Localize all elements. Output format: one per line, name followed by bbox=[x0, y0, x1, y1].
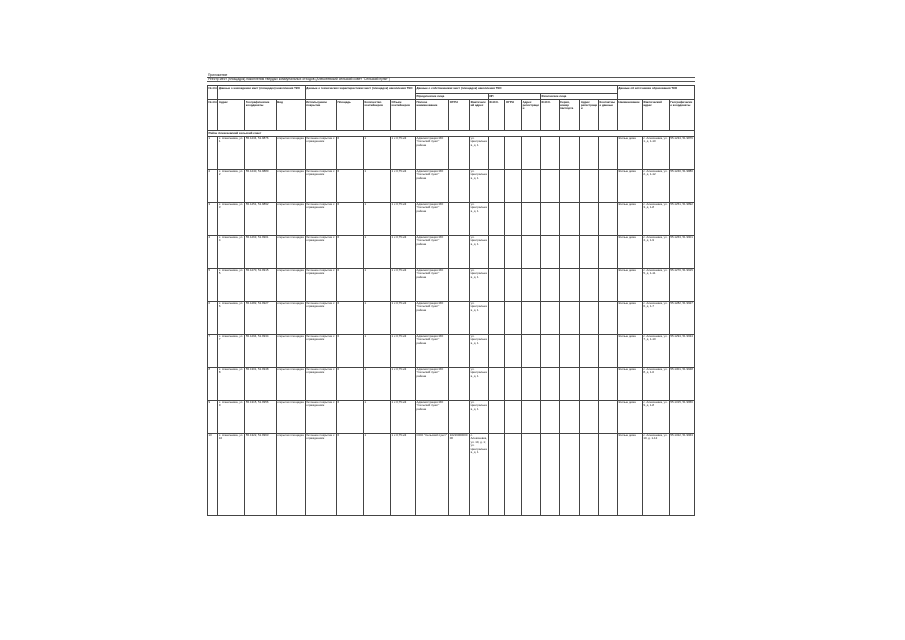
cell-area: 6 bbox=[336, 268, 363, 301]
cell-n: 4 bbox=[208, 235, 218, 268]
cell-owner: Администрация МО "Сельский пункт" района bbox=[416, 367, 449, 400]
document-title: Приложение bbox=[207, 73, 695, 78]
cell-coords: 55.1322, 51.9963 bbox=[245, 433, 276, 515]
cell-empty bbox=[488, 301, 505, 334]
column-header: Географические координаты bbox=[245, 100, 276, 131]
column-header: Адрес bbox=[218, 100, 245, 131]
cell-count: 1 bbox=[364, 235, 391, 268]
table-row bbox=[208, 136, 695, 169]
cell-empty bbox=[580, 400, 599, 433]
cell-empty bbox=[522, 367, 541, 400]
cell-src-coords: 55.1322, 51.9963 bbox=[669, 433, 694, 515]
cell-area: 6 bbox=[336, 136, 363, 169]
cell-empty bbox=[559, 235, 580, 268]
cell-src-coords: 55.1240, 51.9880 bbox=[669, 169, 694, 202]
cell-empty bbox=[580, 433, 599, 515]
cell-volume: 1 х 0,75 м3 bbox=[391, 400, 416, 433]
cell-addr: с. Алексеевка, ул. 5 bbox=[218, 268, 245, 301]
column-header: Вид bbox=[276, 100, 305, 131]
cell-volume: 1 х 0,75 м3 bbox=[391, 136, 416, 169]
cell-empty bbox=[488, 136, 505, 169]
column-header: Адрес регистрации bbox=[580, 100, 599, 131]
cell-count: 1 bbox=[364, 301, 391, 334]
cell-empty bbox=[540, 334, 559, 367]
cell-src-name: Жилые дома bbox=[617, 202, 642, 235]
cell-src-coords: 55.1251, 51.9892 bbox=[669, 202, 694, 235]
cell-owner-addr: ул. Центральная, д. 1 bbox=[470, 367, 489, 400]
cell-empty bbox=[522, 433, 541, 515]
cell-empty bbox=[580, 301, 599, 334]
cell-owner: Администрация МО "Сельский пункт" района bbox=[416, 268, 449, 301]
cell-empty bbox=[522, 136, 541, 169]
cell-src-name: Жилые дома bbox=[617, 433, 642, 515]
cell-empty bbox=[599, 169, 618, 202]
cell-coords: 55.1315, 51.9956 bbox=[245, 400, 276, 433]
cell-area: 6 bbox=[336, 235, 363, 268]
cell-cover: бетонное покрытие с ограждением bbox=[305, 202, 336, 235]
cell-src-name: Жилые дома bbox=[617, 400, 642, 433]
cell-empty bbox=[488, 169, 505, 202]
header-group-technical: Данные о технических характеристиках мест (площадок) накопления ТКО bbox=[305, 86, 415, 100]
cell-cover: бетонное покрытие с ограждением bbox=[305, 136, 336, 169]
column-header: Фактический адрес bbox=[470, 100, 489, 131]
cell-src-coords: 55.1263, 51.9901 bbox=[669, 235, 694, 268]
cell-src-addr: с. Алексеевка, ул. 8, д. 1-6 bbox=[642, 367, 669, 400]
cell-area: 6 bbox=[336, 202, 363, 235]
table-row bbox=[208, 433, 695, 515]
column-header: Используемое покрытие bbox=[305, 100, 336, 131]
cell-owner-addr: ул. Центральная, д. 1 bbox=[470, 202, 489, 235]
cell-coords: 55.1294, 51.9934 bbox=[245, 334, 276, 367]
cell-src-name: Жилые дома bbox=[617, 169, 642, 202]
column-header: Ф.И.О. bbox=[488, 100, 505, 131]
cell-empty bbox=[488, 367, 505, 400]
cell-cover: бетонное покрытие с ограждением bbox=[305, 400, 336, 433]
cell-empty bbox=[488, 433, 505, 515]
cell-src-addr: с. Алексеевка, ул. 1, д. 1-10 bbox=[642, 136, 669, 169]
cell-addr: с. Алексеевка, ул. 10 bbox=[218, 433, 245, 515]
cell-cover: бетонное покрытие с ограждением bbox=[305, 301, 336, 334]
cell-empty bbox=[540, 235, 559, 268]
cell-volume: 1 х 0,75 м3 bbox=[391, 235, 416, 268]
cell-owner: Администрация МО "Сельский пункт" района bbox=[416, 136, 449, 169]
cell-kind: открытая площадка bbox=[276, 268, 305, 301]
cell-count: 1 bbox=[364, 169, 391, 202]
document-page bbox=[207, 73, 695, 567]
cell-src-name: Жилые дома bbox=[617, 268, 642, 301]
cell-empty bbox=[522, 235, 541, 268]
cell-empty bbox=[599, 433, 618, 515]
cell-n: 6 bbox=[208, 301, 218, 334]
cell-coords: 55.1251, 51.9892 bbox=[245, 202, 276, 235]
cell-src-coords: 55.1282, 51.9927 bbox=[669, 301, 694, 334]
cell-kind: открытая площадка bbox=[276, 334, 305, 367]
cell-empty bbox=[505, 235, 522, 268]
cell-cover: бетонное покрытие с ограждением bbox=[305, 433, 336, 515]
cell-n: 9 bbox=[208, 400, 218, 433]
cell-area: 6 bbox=[336, 367, 363, 400]
cell-kind: открытая площадка bbox=[276, 367, 305, 400]
cell-addr: с. Алексеевка, ул. 8 bbox=[218, 367, 245, 400]
cell-empty bbox=[505, 202, 522, 235]
cell-kind: открытая площадка bbox=[276, 136, 305, 169]
cell-ogrn bbox=[449, 169, 470, 202]
cell-coords: 55.1282, 51.9927 bbox=[245, 301, 276, 334]
cell-empty bbox=[505, 268, 522, 301]
cell-empty bbox=[522, 169, 541, 202]
cell-ogrn bbox=[449, 334, 470, 367]
table-row bbox=[208, 301, 695, 334]
cell-count: 1 bbox=[364, 334, 391, 367]
cell-empty bbox=[599, 136, 618, 169]
table-row bbox=[208, 367, 695, 400]
cell-owner: ООО "Сельский пункт" bbox=[416, 433, 449, 515]
cell-addr: с. Алексеевка, ул. 1 bbox=[218, 136, 245, 169]
cell-count: 1 bbox=[364, 400, 391, 433]
cell-owner-addr: ул. Центральная, д. 1 bbox=[470, 400, 489, 433]
header-sub-ip: ИП bbox=[488, 94, 540, 100]
cell-empty bbox=[599, 367, 618, 400]
header-sub-legal: Юридические лица bbox=[416, 94, 489, 100]
header-sub-individuals: Физические лица bbox=[540, 94, 617, 100]
cell-empty bbox=[505, 433, 522, 515]
cell-empty bbox=[540, 202, 559, 235]
cell-src-addr: с. Алексеевка, ул. 10, д. 1-12 bbox=[642, 433, 669, 515]
cell-empty bbox=[505, 367, 522, 400]
cell-coords: 55.1240, 51.9880 bbox=[245, 169, 276, 202]
column-header: Площадь bbox=[336, 100, 363, 131]
cell-src-addr: с. Алексеевка, ул. 7, д. 1-10 bbox=[642, 334, 669, 367]
cell-empty bbox=[522, 400, 541, 433]
cell-coords: 55.1263, 51.9901 bbox=[245, 235, 276, 268]
cell-empty bbox=[505, 334, 522, 367]
cell-count: 1 bbox=[364, 268, 391, 301]
cell-count: 1 bbox=[364, 202, 391, 235]
cell-volume: 1 х 0,75 м3 bbox=[391, 334, 416, 367]
cell-kind: открытая площадка bbox=[276, 202, 305, 235]
cell-kind: открытая площадка bbox=[276, 169, 305, 202]
cell-owner: Администрация МО "Сельский пункт" района bbox=[416, 169, 449, 202]
header-group-sources: Данные об источниках образования ТКО bbox=[617, 86, 694, 100]
cell-owner: Администрация МО "Сельский пункт" района bbox=[416, 334, 449, 367]
cell-empty bbox=[559, 334, 580, 367]
column-header: Количество контейнеров bbox=[364, 100, 391, 131]
cell-volume: 1 х 0,75 м3 bbox=[391, 301, 416, 334]
cell-n: 2 bbox=[208, 169, 218, 202]
cell-empty bbox=[559, 268, 580, 301]
cell-empty bbox=[559, 400, 580, 433]
cell-area: 6 bbox=[336, 400, 363, 433]
cell-src-addr: с. Алексеевка, ул. 6, д. 1-7 bbox=[642, 301, 669, 334]
cell-empty bbox=[580, 169, 599, 202]
cell-src-name: Жилые дома bbox=[617, 136, 642, 169]
cell-n: 1 bbox=[208, 136, 218, 169]
cell-owner-addr: ул. Центральная, д. 1 bbox=[470, 301, 489, 334]
cell-volume: 1 х 0,75 м3 bbox=[391, 202, 416, 235]
cell-area: 6 bbox=[336, 169, 363, 202]
column-header: ОГРН bbox=[449, 100, 470, 131]
cell-ogrn bbox=[449, 202, 470, 235]
cell-volume: 1 х 0,75 м3 bbox=[391, 367, 416, 400]
cell-addr: с. Алексеевка, ул. 2 bbox=[218, 169, 245, 202]
waste-sites-registry-table bbox=[207, 85, 695, 516]
document-caption: Реестр мест (площадок) накопления твердых коммунальных отходов (Алексеевский сельский совет "Сельский пункт") bbox=[207, 77, 695, 82]
cell-src-coords: 55.1270, 51.9915 bbox=[669, 268, 694, 301]
cell-src-addr: с. Алексеевка, ул. 9, д. 1-8 bbox=[642, 400, 669, 433]
cell-empty bbox=[599, 334, 618, 367]
cell-src-name: Жилые дома bbox=[617, 367, 642, 400]
cell-ogrn bbox=[449, 136, 470, 169]
column-header: Серия, номер паспорта bbox=[559, 100, 580, 131]
cell-kind: открытая площадка bbox=[276, 301, 305, 334]
cell-ogrn bbox=[449, 268, 470, 301]
cell-coords: 55.1270, 51.9915 bbox=[245, 268, 276, 301]
cell-src-addr: с. Алексеевка, ул. 4, д. 1-9 bbox=[642, 235, 669, 268]
cell-empty bbox=[599, 268, 618, 301]
cell-empty bbox=[488, 334, 505, 367]
cell-kind: открытая площадка bbox=[276, 400, 305, 433]
table-row bbox=[208, 235, 695, 268]
column-header: ОГРН bbox=[505, 100, 522, 131]
cell-empty bbox=[599, 202, 618, 235]
column-header: Географические координаты bbox=[669, 100, 694, 131]
cell-area: 6 bbox=[336, 433, 363, 515]
cell-owner: Администрация МО "Сельский пункт" района bbox=[416, 400, 449, 433]
cell-kind: открытая площадка bbox=[276, 235, 305, 268]
cell-owner-addr: с. Алексеевка, ул. 10, д. 1; ул. Центральная, д. 1 bbox=[470, 433, 489, 515]
cell-empty bbox=[505, 136, 522, 169]
cell-cover: бетонное покрытие с ограждением bbox=[305, 268, 336, 301]
cell-src-name: Жилые дома bbox=[617, 334, 642, 367]
cell-addr: с. Алексеевка, ул. 6 bbox=[218, 301, 245, 334]
cell-n: 10 bbox=[208, 433, 218, 515]
table-row bbox=[208, 169, 695, 202]
cell-empty bbox=[505, 400, 522, 433]
cell-empty bbox=[580, 235, 599, 268]
cell-src-coords: 55.1234, 51.9876 bbox=[669, 136, 694, 169]
cell-ogrn bbox=[449, 367, 470, 400]
cell-cover: бетонное покрытие с ограждением bbox=[305, 235, 336, 268]
cell-addr: с. Алексеевка, ул. 3 bbox=[218, 202, 245, 235]
cell-addr: с. Алексеевка, ул. 9 bbox=[218, 400, 245, 433]
cell-empty bbox=[599, 400, 618, 433]
cell-src-addr: с. Алексеевка, ул. 5, д. 1-11 bbox=[642, 268, 669, 301]
cell-volume: 1 х 0,75 м3 bbox=[391, 433, 416, 515]
cell-owner-addr: ул. Центральная, д. 1 bbox=[470, 334, 489, 367]
cell-empty bbox=[599, 235, 618, 268]
cell-coords: 55.1301, 51.9948 bbox=[245, 367, 276, 400]
cell-owner-addr: ул. Центральная, д. 1 bbox=[470, 169, 489, 202]
cell-count: 1 bbox=[364, 136, 391, 169]
cell-ogrn: 1021600000000 bbox=[449, 433, 470, 515]
column-header: Фактический адрес bbox=[642, 100, 669, 131]
cell-kind: открытая площадка bbox=[276, 433, 305, 515]
cell-src-addr: с. Алексеевка, ул. 3, д. 1-8 bbox=[642, 202, 669, 235]
cell-empty bbox=[540, 301, 559, 334]
cell-n: 3 bbox=[208, 202, 218, 235]
section-label: Район Алексеевский сельский совет bbox=[208, 131, 695, 137]
cell-empty bbox=[522, 268, 541, 301]
header-group-owners: Данные о собственниках мест (площадок) накопления ТКО bbox=[416, 86, 618, 94]
cell-count: 1 bbox=[364, 367, 391, 400]
cell-n: 5 bbox=[208, 268, 218, 301]
cell-area: 6 bbox=[336, 334, 363, 367]
cell-owner: Администрация МО "Сельский пункт" района bbox=[416, 235, 449, 268]
cell-empty bbox=[559, 136, 580, 169]
cell-src-addr: с. Алексеевка, ул. 2, д. 1-12 bbox=[642, 169, 669, 202]
cell-empty bbox=[559, 367, 580, 400]
cell-empty bbox=[488, 268, 505, 301]
column-header: Наименование bbox=[617, 100, 642, 131]
column-header: Полное наименование bbox=[416, 100, 449, 131]
cell-addr: с. Алексеевка, ул. 4 bbox=[218, 235, 245, 268]
table-row bbox=[208, 400, 695, 433]
header-group-location: Данные о нахождении мест (площадок) накопления ТКО bbox=[218, 86, 305, 100]
table-row bbox=[208, 202, 695, 235]
cell-empty bbox=[559, 202, 580, 235]
cell-owner-addr: ул. Центральная, д. 1 bbox=[470, 268, 489, 301]
cell-empty bbox=[559, 169, 580, 202]
cell-empty bbox=[580, 136, 599, 169]
column-header: Контактные данные bbox=[599, 100, 618, 131]
cell-ogrn bbox=[449, 400, 470, 433]
cell-empty bbox=[488, 235, 505, 268]
cell-cover: бетонное покрытие с ограждением bbox=[305, 367, 336, 400]
cell-empty bbox=[488, 400, 505, 433]
cell-empty bbox=[540, 400, 559, 433]
cell-src-coords: 55.1315, 51.9956 bbox=[669, 400, 694, 433]
cell-empty bbox=[488, 202, 505, 235]
cell-empty bbox=[580, 334, 599, 367]
cell-area: 6 bbox=[336, 301, 363, 334]
cell-empty bbox=[580, 202, 599, 235]
cell-empty bbox=[522, 202, 541, 235]
column-header: Ф.И.О. bbox=[540, 100, 559, 131]
cell-empty bbox=[522, 334, 541, 367]
cell-n: 8 bbox=[208, 367, 218, 400]
cell-cover: бетонное покрытие с ограждением bbox=[305, 334, 336, 367]
table-row bbox=[208, 268, 695, 301]
cell-src-name: Жилые дома bbox=[617, 301, 642, 334]
cell-src-coords: 55.1301, 51.9948 bbox=[669, 367, 694, 400]
column-header: № п/п bbox=[208, 100, 218, 131]
table-row bbox=[208, 334, 695, 367]
cell-coords: 55.1234, 51.9876 bbox=[245, 136, 276, 169]
cell-owner: Администрация МО "Сельский пункт" района bbox=[416, 202, 449, 235]
cell-addr: с. Алексеевка, ул. 7 bbox=[218, 334, 245, 367]
cell-empty bbox=[559, 301, 580, 334]
cell-n: 7 bbox=[208, 334, 218, 367]
cell-empty bbox=[580, 268, 599, 301]
cell-empty bbox=[559, 433, 580, 515]
header-group-number: № п/п bbox=[208, 86, 218, 100]
cell-empty bbox=[522, 301, 541, 334]
cell-empty bbox=[599, 301, 618, 334]
column-header: Объем контейнеров bbox=[391, 100, 416, 131]
cell-empty bbox=[540, 367, 559, 400]
cell-ogrn bbox=[449, 235, 470, 268]
cell-src-name: Жилые дома bbox=[617, 235, 642, 268]
cell-empty bbox=[580, 367, 599, 400]
cell-empty bbox=[505, 169, 522, 202]
cell-src-coords: 55.1294, 51.9934 bbox=[669, 334, 694, 367]
cell-volume: 1 х 0,75 м3 bbox=[391, 169, 416, 202]
cell-volume: 1 х 0,75 м3 bbox=[391, 268, 416, 301]
cell-empty bbox=[540, 433, 559, 515]
column-header: Адрес регистрации bbox=[522, 100, 541, 131]
cell-empty bbox=[540, 268, 559, 301]
cell-owner: Администрация МО "Сельский пункт" района bbox=[416, 301, 449, 334]
cell-empty bbox=[540, 169, 559, 202]
column-header-row bbox=[208, 100, 695, 131]
cell-ogrn bbox=[449, 301, 470, 334]
cell-cover: бетонное покрытие с ограждением bbox=[305, 169, 336, 202]
cell-owner-addr: ул. Центральная, д. 1 bbox=[470, 136, 489, 169]
cell-empty bbox=[505, 301, 522, 334]
cell-owner-addr: ул. Центральная, д. 1 bbox=[470, 235, 489, 268]
cell-empty bbox=[540, 136, 559, 169]
cell-count: 1 bbox=[364, 433, 391, 515]
